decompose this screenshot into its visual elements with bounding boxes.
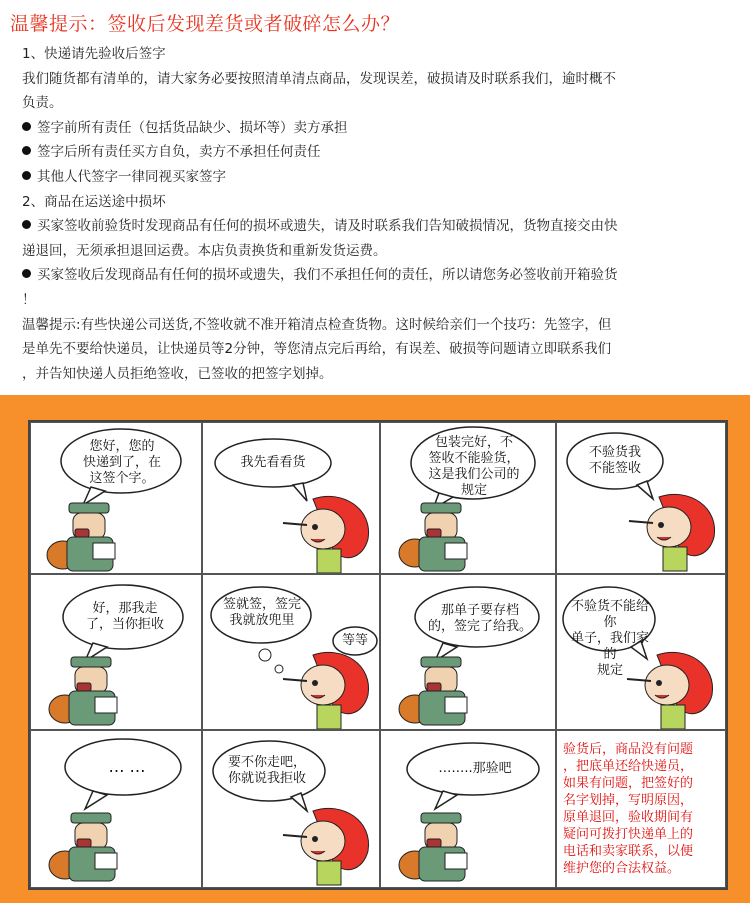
comic-panel-4 [556, 422, 726, 574]
comic-panel-8 [556, 574, 726, 730]
instructions [22, 42, 712, 386]
speech-bubble: ……..那验吧 [438, 761, 512, 776]
section2-b1-line2: 递退回，无须承担退回运费。本店负责换货和重新发货运费。 [22, 242, 387, 259]
courier-illustration [381, 575, 556, 730]
speech-bubble: 不验货不能给你 单子，我们家的 规定 [570, 599, 649, 678]
speech-bubble: 好，那我走 了，当你拒收 [85, 601, 164, 632]
comic-panel-12 [556, 730, 726, 888]
bullet-item: 买家签收后发现商品有任何的损坏或遗失，我们不承担任何的责任，所以请您务必签收前开箱验货 [22, 263, 712, 288]
speech-bubble: 那单子要存档 的，签完了给我。 [427, 603, 532, 634]
bullet-dot-icon [22, 122, 31, 131]
speech-bubble: 等等 [341, 633, 368, 648]
courier-illustration [31, 575, 202, 730]
girl-illustration [203, 423, 380, 574]
bullet-item: 其他人代签字一律同视买家签字 [22, 165, 712, 190]
section2-heading: 2、商品在运送途中损坏 [22, 193, 166, 210]
tip-line-2: 是单先不要给快递员，让快递员等2分钟，等您清点完后再给，有误差、破损等问题请立即联系我们 [22, 341, 612, 358]
comic-strip [0, 395, 750, 903]
speech-bubble: … … [108, 757, 146, 776]
section1-intro-1: 我们随货都有清单的，请大家务必要按照清单清点商品，发现误差，破损请及时联系我们，逾时概不 [22, 70, 616, 87]
comic-grid [28, 420, 728, 890]
comic-panel-6 [202, 574, 380, 730]
page-title: 温馨提示：签收后发现差货或者破碎怎么办？ [10, 13, 401, 35]
courier-illustration [381, 731, 556, 888]
speech-bubble: 要不你走吧， 你就说我拒收 [227, 755, 306, 786]
section2-b2-line2: ！ [22, 291, 36, 308]
section1-heading: 1、快递请先验收后签字 [22, 46, 166, 62]
comic-panel-5 [30, 574, 202, 730]
bullet-item: 签字后所有责任买方自负，卖方不承担任何责任 [22, 140, 712, 165]
comic-panel-10 [202, 730, 380, 888]
courier-illustration [31, 731, 202, 888]
comic-panel-1 [30, 422, 202, 574]
comic-panel-2 [202, 422, 380, 574]
comic-panel-3 [380, 422, 556, 574]
bullet-item: 签字前所有责任（包括货品缺少、损坏等）卖方承担 [22, 116, 712, 141]
thought-bubble: 签就签，签完 我就放兜里 [222, 597, 301, 628]
comic-panel-7 [380, 574, 556, 730]
bullet-dot-icon [22, 220, 31, 229]
bullet-item: 买家签收前验货时发现商品有任何的损坏或遗失，请及时联系我们告知破损情况，货物直接交由快 [22, 214, 712, 239]
comic-panel-11 [380, 730, 556, 888]
speech-bubble: 不验货我 不能签收 [588, 445, 641, 476]
bullet-dot-icon [22, 171, 31, 180]
speech-bubble: 我先看看货 [240, 455, 306, 470]
speech-bubble: 包装完好，不 签收不能验货， 这是我们公司的 规定 [428, 435, 520, 498]
bullet-dot-icon [22, 269, 31, 278]
tip-line-1: 温馨提示:有些快递公司送货,不签收就不准开箱清点检查货物。这时候给亲们一个技巧：先签字，但 [22, 316, 612, 333]
comic-panel-9 [30, 730, 202, 888]
tip-line-3: ，并告知快递人员拒绝签收，已签收的把签字划掉。 [22, 365, 333, 382]
bullet-dot-icon [22, 146, 31, 155]
section1-intro-2: 负责。 [22, 95, 63, 112]
speech-bubble: 您好，您的 快递到了，在 这签个字。 [82, 439, 161, 486]
inspection-note: 验货后，商品没有问题 ，把底单还给快递员， 如果有问题，把签好的 名字划掉，写明原因， 原单退回，验收期间有 疑问可拨打快递单上的 电话和卖家联系，以便 维护您的合法权益。 [563, 742, 694, 876]
